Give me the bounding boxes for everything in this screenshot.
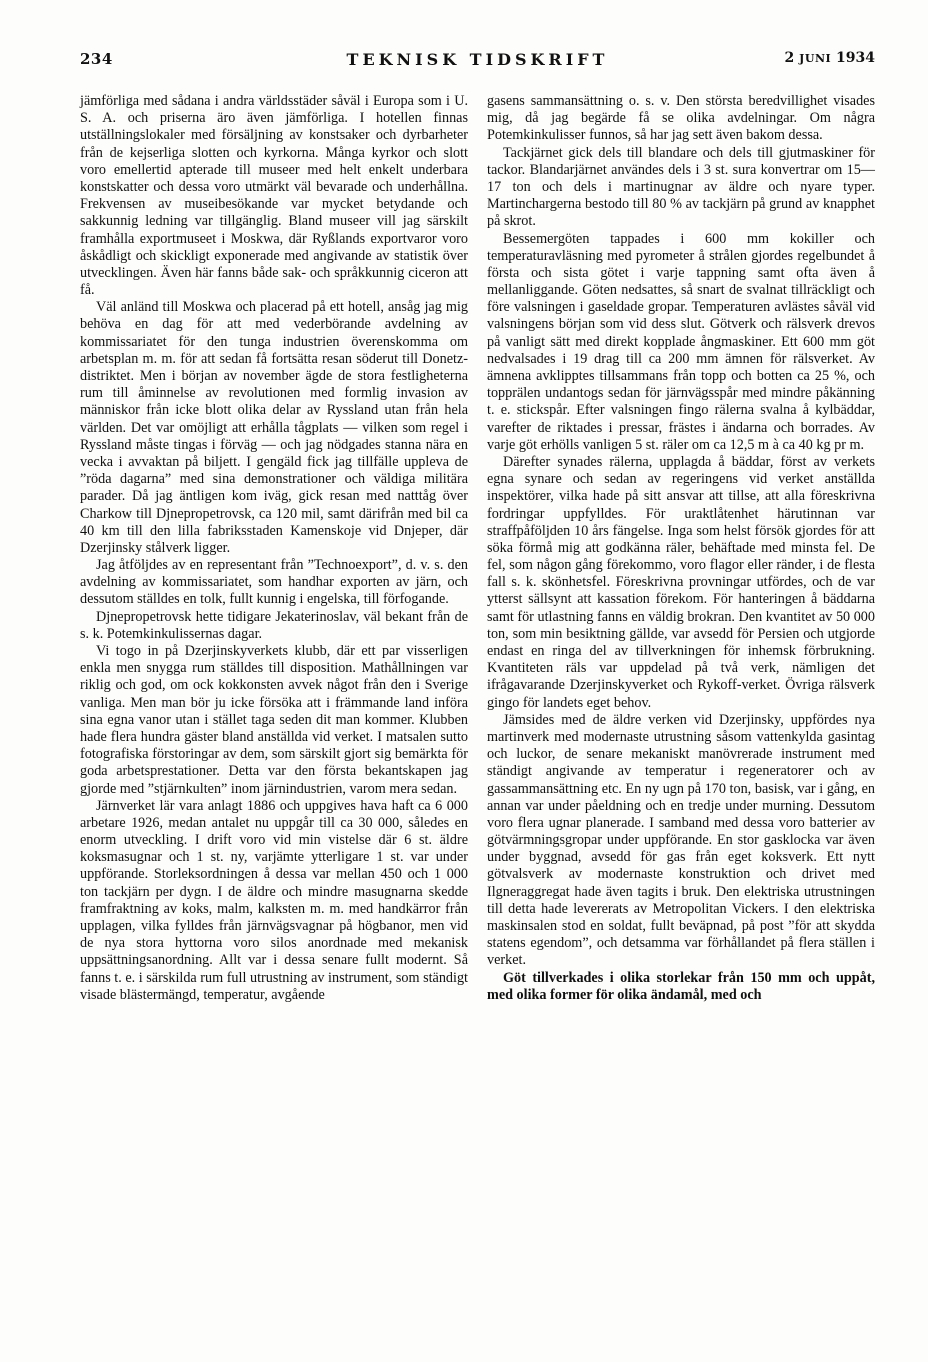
issue-date-month: JUNI xyxy=(799,52,832,65)
paragraph: Därefter synades rälerna, upplagda å bäddar, först av verkets egna synare och sedan av regeringens vid verket anställda inspektörer, vilka hade på sitt ansvar att tillse, att alla föreskrivna fordringar uppfylldes. För uraktlåtenhet härutinnan var straffpåföljden 10 års fängelse. Inga som helst försök gjordes för att söka förmå mig att godkänna räler, behäftade med minsta fel. De fel, som någon gång förekommo, voro flagor eller ränder, i de flesta fall s. k. skönhetsfel. Föreskrivna provningar utfördes, och de var ytterst sällsynt att kassation förekom. För hanteringen å bäddarna samt för utlastning fanns en väldig brokran. Den kvantitet av 50 000 ton, som min besiktning gällde, var avsedd för Persien och utgjorde endast en ringa del av tillverkningen för inhemsk förbrukning. Kvantiteten räls var uppdelad på två verk, nämligen det ifrågavarande Dzerjinskyverket och Rykoff-verket. Övriga rälsverk gingo för landets eget behov. xyxy=(487,453,875,711)
paragraph: Tackjärnet gick dels till blandare och dels till gjutmaskiner för tackor. Blandarjärnet användes dels i 3 st. sura konvertrar om 15—17 ton och dels i martinugnar av äldre och nyare typer. Martinchargerna bestodo till 80 % av tackjärn på grund av knapphet på skrot. xyxy=(487,144,875,230)
left-column xyxy=(80,93,468,1004)
paragraph: Vi togo in på Dzerjinskyverkets klubb, där ett par visserligen enkla men snygga rum ställdes till disposition. Mathållningen var riklig och god, om ock kokkonsten avvek något från den i Sverige vanliga. Men man bör ju icke försöka att i främmande land införa sina egna vanor utan i stället taga seden dit man kommer. Klubben hade flera hundra gäster bland anställda vid verket. I matsalen sutto fotografiska förstoringar av dem, som särskilt gjort sig bemärkta för goda arbetsprestationer. Detta var den första bekantskapen jag gjorde med ”stjärnkulten” inom järnindustrien, varom mera sedan. xyxy=(80,643,468,797)
right-column xyxy=(487,93,875,1004)
journal-title: TEKNISK TIDSKRIFT xyxy=(346,50,609,69)
issue-date-day: 2 xyxy=(784,50,795,66)
paragraph: Jämsides med de äldre verken vid Dzerjinsky, uppfördes nya martinverk med modernaste utrustning såsom vattenkylda gasintag och luckor, de senare mekaniskt manövrerade instrument med ständigt angivande av temperatur i regeneratorer och av gassammansättning etc. En ny ugn på 170 ton, basisk, var i gång, en annan var under påeldning och en tredje under murning. Dessutom voro flera ugnar planerade. I samband med dessa voro batterier av götvärmningsgropar under uppförande. En stor gasklocka var även under byggnad, avsedd för gas från eget koksverk. Ett nytt götvalsverk av modernaste konstruktion och drivet med Ilgneraggregat hade även tagits i bruk. Den elektriska utrustningen till detta hade levererats av Metropolitan Vickers. I den elektriska maskinsalen stod en soldat, fullt beväpnad, på post ”för att skydda statens egendom”, och detsamma var förhållandet på flera ställen i verket. xyxy=(487,711,875,969)
page-header xyxy=(80,50,875,80)
paragraph: Bessemergöten tappades i 600 mm kokiller och temperaturavläsning med pyrometer å strålen gjordes regelbundet å första och sista götet i varje tappning samt ofta även å mellanliggande. Göten nedsattes, så snart de svalnat tillräckligt och före valsningen i gaseldade gropar. Temperaturen avlästes såväl vid valsningens början som vid dess slut. Götverk och rälsverk drevos på vanligt sätt med direkt kopplade ångmaskiner. Ett 600 mm göt nedvalsades i 19 drag till ca 200 mm ämnen för rälsverket. Av ämnena avklipptes tillsammans från topp och botten ca 25 %, och topprälen undantogs sedan för järnvägsspår med mindre påkänning t. e. stickspår. Efter valsningen fingo rälerna svalna å kylbäddar, varefter de riktades i pressar, frästes i ändarna och borrades. Av varje göt erhölls vanligen 5 st. räler om ca 12,5 m à ca 40 kg pr m. xyxy=(487,230,875,453)
paragraph: Djnepropetrovsk hette tidigare Jekaterinoslav, väl bekant från de s. k. Potemkinkulissernas dagar. xyxy=(80,608,468,642)
paragraph: Göt tillverkades i olika storlekar från 150 mm och uppåt, med olika former för olika ändamål, med och xyxy=(487,969,875,1003)
paragraph: gasens sammansättning o. s. v. Den största beredvillighet visades mig, då jag begärde få se olika avdelningar. Om några Potemkinkulisser funnos, så har jag sett även bakom dessa. xyxy=(487,93,875,144)
issue-date-year: 1934 xyxy=(836,50,875,66)
paragraph: jämförliga med sådana i andra världsstäder såväl i Europa som i U. S. A. och priserna äro även jämförliga. I hotellen finnas utställningslokaler med försäljning av konstsaker och dyrbarheter från de kejserliga slotten och kyrkorna. Många kyrkor och slott voro emellertid apterade till museer med helt enkelt underbara konstskatter och dessa voro utmärkt väl bevarade och underhållna. Frekvensen av museibesökande var mycket betydande och sakkunnig ledning var tillgänglig. Bland museer vill jag särskilt framhålla exportmuseet i Moskwa, där Ryßlands exportvaror voro åskådligt och skickligt exponerade med angivande av statistik över utvecklingen. Även här fanns både sak- och språkkunnig ciceron att få. xyxy=(80,93,468,299)
page-number: 234 xyxy=(80,50,113,68)
paragraph: Jag åtföljdes av en representant från ”Technoexport”, d. v. s. den avdelning av kommissariatet, som handhar exporten av järn, och dessutom ställdes en tolk, fullt kunnig i engelska, till förfogande. xyxy=(80,557,468,608)
paragraph: Väl anländ till Moskwa och placerad på ett hotell, ansåg jag mig behöva en dag för att med vederbörande avdelning av kommissariatet för den tunga industrien överenskomma om arbetsplan m. m. för att sedan få fortsätta resan söderut till Donetz-distriktet. Men i början av november ägde de stora festligheterna rum till åminnelse av revolutionen med formlig invasion av människor från icke blott olika delar av Ryssland utan från hela världen. Det var omöjligt att erhålla tågplats — vilken som regel i Ryssland måste tingas i förväg — och jag nödgades stanna nära en vecka i avvaktan på biljett. I gengäld fick jag tillfälle uppleva de ”röda dagarna” med sina demonstrationer och väldiga militära parader. Då jag äntligen kom iväg, gick resan med natttåg över Charkow till Djnepropetrovsk, ca 120 mil, samt därifrån med bil ca 40 km till den lilla fabriksstaden Kamenskoje vid Dnjeper, där Dzerjinsky stålverk ligger. xyxy=(80,299,468,556)
paragraph: Järnverket lär vara anlagt 1886 och uppgives hava haft ca 6 000 arbetare 1926, medan antalet nu uppgår till ca 30 000, således en enorm utveckling. I drift voro vid min vistelse där 6 st. äldre koksmasugnar och 1 st. ny, varjämte ytterligare 1 st. var under uppförande. Storleksordningen å dessa var mellan 450 och 1 000 ton tackjärn per dygn. I de äldre och mindre masugnarna skedde framfraktning av koks, malm, kalksten m. m. med handkärror från upplagen, vilka fylldes från järnvägsvagnar på högbanor, men vid de nya stora hyttorna voro silos anordnade med mekanisk uppsättningsanordning. Allt var i dessa senare fullt modernt. Så fanns t. e. i särskilda rum full utrustning av instrument, som ständigt visade blästermängd, temperatur, avgående xyxy=(80,797,468,1003)
issue-date xyxy=(785,50,875,66)
